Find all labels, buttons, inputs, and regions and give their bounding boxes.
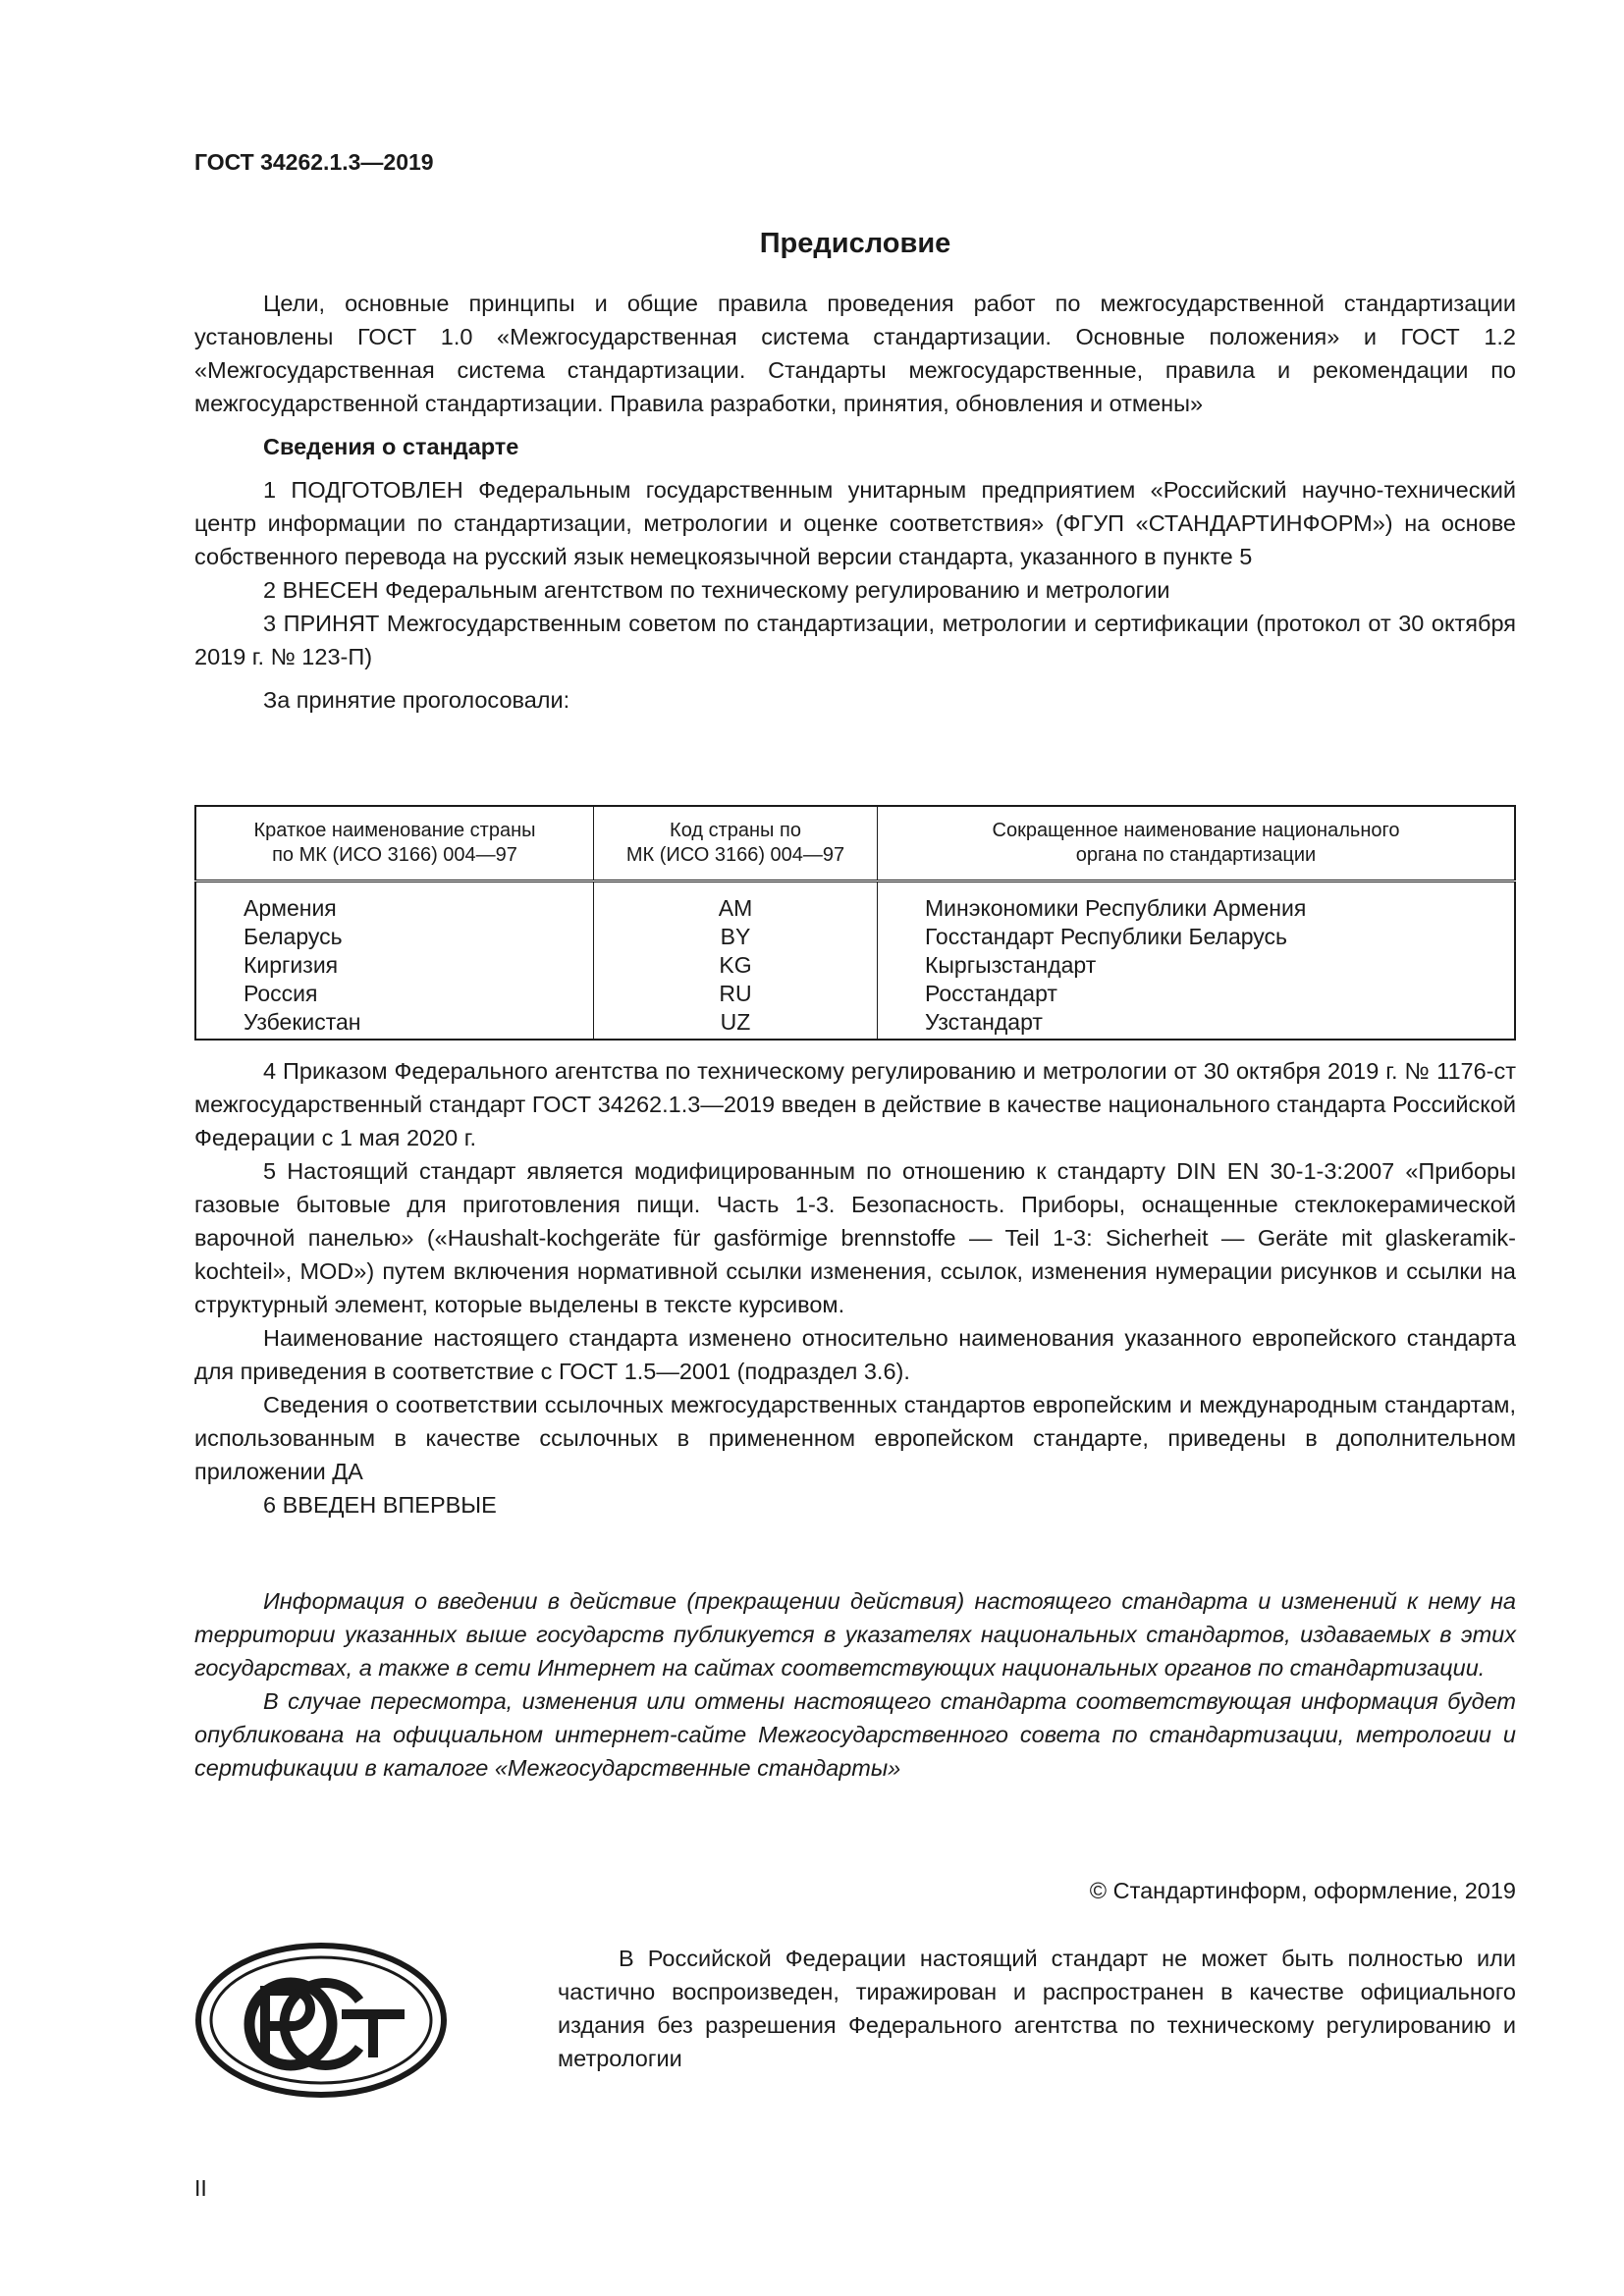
country-code: RU <box>719 981 752 1006</box>
reproduction-notice-text: В Российской Федерации настоящий стандарт не может быть полностью или частично воспроизведен, тиражирован и распространен в качестве официального издания без разрешения Федерального агентства по техническому регулированию и метрологии <box>558 1946 1516 2071</box>
intro-paragraph: Цели, основные принципы и общие правила проведения работ по межгосударственной стандартизации установлены ГОСТ 1.0 «Межгосударственная система стандартизации. Основные положения» и ГОСТ 1.2 «Межгосударственная система стандартизации. Стандарты межгосударственные, правила и рекомендации по межгосударственной стандартизации. Правила разработки, принятия, обновления и отмены» <box>194 291 1516 416</box>
item-5-name-note: Наименование настоящего стандарта изменено относительно наименования указанного европейского стандарта для приведения в соответствие с ГОСТ 1.5—2001 (подраздел 3.6). <box>194 1325 1516 1384</box>
item-3: 3 ПРИНЯТ Межгосударственным советом по стандартизации, метрологии и сертификации (протокол от 30 октября 2019 г. № 123-П) <box>194 611 1516 669</box>
country-names-column <box>195 881 594 1041</box>
notice-revision-paragraph: В случае пересмотра, изменения или отмены настоящего стандарта соответствующая информация будет опубликована на официальном интернет-сайте Межгосударственного совета по стандартизации, метрологии и сертификации в каталоге «Межгосударственные стандарты» <box>194 1688 1516 1781</box>
item-2: 2 ВНЕСЕН Федеральным агентством по техническому регулированию и метрологии <box>263 577 1170 603</box>
country-name: Киргизия <box>244 952 339 978</box>
national-body: Узстандарт <box>925 1009 1043 1035</box>
country-name: Россия <box>244 981 318 1006</box>
country-name: Армения <box>244 895 337 921</box>
country-code: KG <box>719 952 752 978</box>
item-5: 5 Настоящий стандарт является модифицированным по отношению к стандарту DIN EN 30-1-3:2007 «Приборы газовые бытовые для приготовления пищи. Часть 1-3. Безопасность. Приборы, оснащенные стеклокерамической варочной панелью» («Haushalt-kochgeräte für gasförmige brennstoffe — Teil 1-3: Sicherheit — Geräte mit glaskeramik-kochteil», MOD») путем включения нормативной ссылки изменения, ссылок, изменения нумерации рисунков и ссылки на структурный элемент, которые выделены в тексте курсивом. <box>194 1158 1516 1317</box>
document-header: ГОСТ 34262.1.3—2019 <box>194 149 434 175</box>
item-4: 4 Приказом Федерального агентства по техническому регулированию и метрологии от 30 октября 2019 г. № 1176-ст межгосударственный стандарт ГОСТ 34262.1.3—2019 введен в действие в качестве национального стандарта Российской Федерации с 1 мая 2020 г. <box>194 1058 1516 1150</box>
country-code: AM <box>718 895 753 921</box>
national-body: Кыргызстандарт <box>925 952 1097 978</box>
info-heading: Сведения о стандарте <box>263 434 519 459</box>
national-bodies-column <box>878 881 1516 1041</box>
national-body: Росстандарт <box>925 981 1057 1006</box>
country-code: UZ <box>720 1009 751 1035</box>
country-name: Узбекистан <box>244 1009 361 1035</box>
item-6: 6 ВВЕДЕН ВПЕРВЫЕ <box>263 1492 497 1518</box>
reproduction-notice <box>558 1942 1516 2075</box>
header-national-body: Сокращенное наименование национального органа по стандартизации <box>878 806 1516 881</box>
notice-info-paragraph: Информация о введении в действие (прекращении действия) настоящего стандарта и изменений к нему на территории указанных выше государств публикуется в указателях национальных стандартов, издаваемых в этих государствах, а также в сети Интернет на сайтах соответствующих национальных органов по стандартизации. <box>194 1588 1516 1681</box>
publication-notice <box>194 1584 1516 1785</box>
section-title: Предисловие <box>759 228 951 259</box>
page-number: II <box>194 2175 207 2201</box>
rst-certification-mark-icon <box>194 1942 448 2099</box>
country-codes-column <box>594 881 878 1041</box>
national-body: Минэкономики Республики Армения <box>925 895 1307 921</box>
header-country-code: Код страны по МК (ИСО 3166) 004—97 <box>594 806 878 881</box>
national-body: Госстандарт Республики Беларусь <box>925 924 1288 949</box>
item-5-reference-note: Сведения о соответствии ссылочных межгосударственных стандартов европейским и международным стандартам, использованным в качестве ссылочных в примененном европейском стандарте, приведены в дополнительном приложении ДА <box>194 1392 1516 1484</box>
countries-table <box>194 805 1516 1041</box>
voted-label: За принятие проголосовали: <box>263 687 570 713</box>
table-row <box>195 881 1515 1041</box>
standard-details <box>194 1054 1516 1522</box>
country-code: BY <box>720 924 751 949</box>
copyright-line: © Стандартинформ, оформление, 2019 <box>1089 1878 1516 1903</box>
foreword-text <box>194 287 1516 717</box>
table-header-row <box>195 806 1515 881</box>
header-country-name: Краткое наименование страны по МК (ИСО 3166) 004—97 <box>195 806 594 881</box>
country-name: Беларусь <box>244 924 343 949</box>
item-1: 1 ПОДГОТОВЛЕН Федеральным государственным унитарным предприятием «Российский научно-технический центр информации по стандартизации, метрологии и оценке соответствия» (ФГУП «СТАНДАРТИНФОРМ») на основе собственного перевода на русский язык немецкоязычной версии стандарта, указанного в пункте 5 <box>194 477 1516 569</box>
